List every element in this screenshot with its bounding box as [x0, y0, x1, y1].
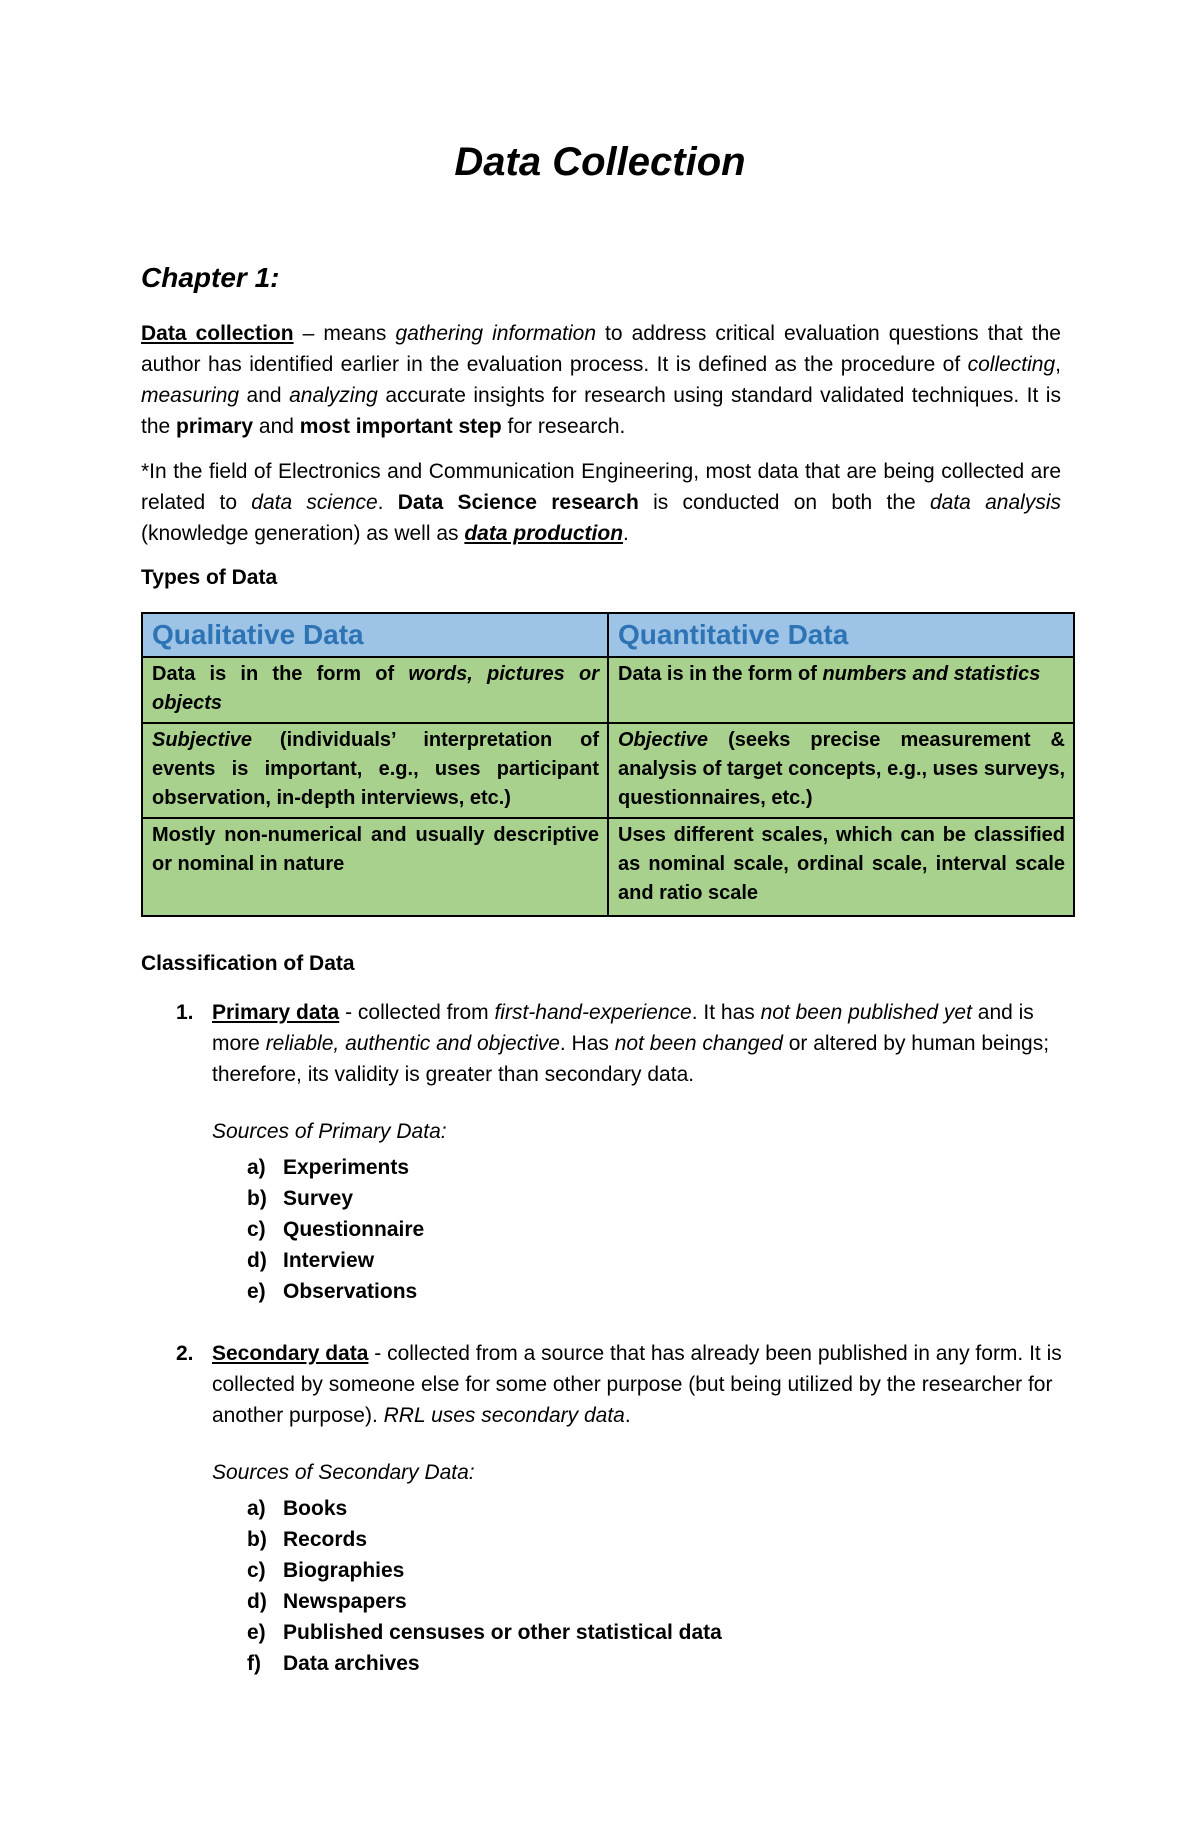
- text-run: – means: [293, 322, 396, 345]
- list-letter: a): [247, 1497, 266, 1520]
- chapter-heading: Chapter 1:: [141, 262, 280, 293]
- list-item: [247, 1617, 722, 1648]
- text-run: .: [623, 522, 629, 545]
- definition-paragraph: [141, 318, 1061, 442]
- list-letter: d): [247, 1590, 267, 1613]
- table-row: [142, 657, 1074, 723]
- classification-heading: Classification of Data: [141, 952, 355, 975]
- text-run: and: [239, 384, 290, 407]
- text-run: and is more: [212, 1001, 1034, 1055]
- list-item: [247, 1245, 424, 1276]
- text-run: analyzing: [289, 384, 378, 407]
- text-run: Subjective: [152, 729, 253, 751]
- list-item: [247, 1152, 424, 1183]
- table-cell: Uses different scales, which can be classified as nominal scale, ordinal scale, interval scale and ratio scale: [608, 818, 1074, 916]
- types-of-data-heading: Types of Data: [141, 566, 278, 589]
- text-run: gathering information: [395, 322, 596, 345]
- page-title: Data Collection: [454, 140, 746, 184]
- list-item-text: Questionnaire: [283, 1218, 425, 1241]
- text-run: most important step: [299, 415, 502, 438]
- text-run: *In the field of Electronics and Communication Engineering, most data that are being collected are related to: [141, 460, 1061, 514]
- list-item-text: Records: [283, 1528, 368, 1551]
- text-run: not been published yet: [760, 1001, 972, 1024]
- term-secondary-data: Secondary data: [212, 1342, 369, 1365]
- list-item: [247, 1648, 722, 1679]
- text-run: ,: [1055, 353, 1061, 376]
- text-run: reliable, authentic and objective: [265, 1032, 560, 1055]
- text-run: (individuals’ interpretation of events is important, e.g., uses participant observation, in-depth interviews, etc.): [152, 729, 599, 809]
- list-letter: a): [247, 1156, 266, 1179]
- secondary-sources-list: [247, 1493, 722, 1679]
- list-item: [247, 1555, 722, 1586]
- list-item: [247, 1183, 424, 1214]
- list-letter: b): [247, 1528, 267, 1551]
- text-run: Data is in the form of: [618, 663, 823, 685]
- list-item-text: Biographies: [283, 1559, 405, 1582]
- table-cell: [142, 657, 608, 723]
- text-run: and: [253, 415, 300, 438]
- text-run: first-hand-experience: [494, 1001, 692, 1024]
- list-letter: f): [247, 1652, 261, 1675]
- text-run: is conducted on both the: [638, 491, 930, 514]
- list-item: [247, 1276, 424, 1307]
- secondary-sources-label: Sources of Secondary Data:: [212, 1461, 475, 1484]
- list-letter: d): [247, 1249, 267, 1272]
- list-item-text: Newspapers: [283, 1590, 407, 1613]
- list-item: [247, 1493, 722, 1524]
- text-run: .: [624, 1404, 631, 1427]
- text-run: not been changed: [614, 1032, 783, 1055]
- primary-sources-label: Sources of Primary Data:: [212, 1120, 447, 1143]
- list-item-text: Interview: [283, 1249, 375, 1272]
- table-row: [142, 818, 1074, 916]
- list-item-text: Survey: [283, 1187, 354, 1210]
- table-cell: [608, 657, 1074, 723]
- list-item-text: Published censuses or other statistical data: [283, 1621, 722, 1644]
- text-run: data science: [251, 491, 378, 514]
- primary-sources-list: [247, 1152, 424, 1307]
- list-item: [247, 1214, 424, 1245]
- list-number: 2.: [176, 1342, 194, 1365]
- text-run: .: [377, 491, 398, 514]
- text-run: collecting: [967, 353, 1056, 376]
- list-item-text: Data archives: [283, 1652, 420, 1675]
- text-run: (seeks precise measurement & analysis of target concepts, e.g., uses surveys, questionnaires, etc.): [618, 729, 1065, 809]
- text-run: Data Science research: [397, 491, 639, 514]
- text-run: . Has: [559, 1032, 615, 1055]
- ece-note-paragraph: [141, 456, 1061, 549]
- list-item-text: Experiments: [283, 1156, 410, 1179]
- text-run: primary: [176, 415, 254, 438]
- primary-data-text: [212, 997, 1066, 1090]
- list-item: [247, 1524, 722, 1555]
- term-primary-data: Primary data: [212, 1001, 340, 1024]
- table-cell: Mostly non-numerical and usually descriptive or nominal in nature: [142, 818, 608, 916]
- text-run: for research.: [501, 415, 626, 438]
- list-letter: c): [247, 1559, 266, 1582]
- list-letter: c): [247, 1218, 266, 1241]
- text-run: accurate insights for research using standard validated techniques. It is the: [141, 384, 1061, 438]
- text-run: RRL uses secondary data: [383, 1404, 625, 1427]
- list-item-text: Books: [283, 1497, 348, 1520]
- types-of-data-table: [141, 612, 1075, 917]
- list-letter: e): [247, 1621, 266, 1644]
- list-letter: b): [247, 1187, 267, 1210]
- table-row: [142, 723, 1074, 818]
- text-run: Data is in the form of: [152, 663, 409, 685]
- text-run: to address critical evaluation questions that the author has identified earlier in the evaluation process. It is defined as the procedure of: [141, 322, 1061, 376]
- secondary-data-item: [176, 1338, 1066, 1431]
- secondary-data-text: [212, 1338, 1066, 1431]
- text-run: data production: [464, 522, 624, 545]
- text-run: numbers and statistics: [822, 663, 1041, 685]
- list-letter: e): [247, 1280, 266, 1303]
- text-run: data analysis: [929, 491, 1061, 514]
- qualitative-header: Qualitative Data: [142, 613, 608, 657]
- text-run: Objective: [618, 729, 709, 751]
- table-cell: [608, 723, 1074, 818]
- table-cell: [142, 723, 608, 818]
- text-run: - collected from: [339, 1001, 495, 1024]
- text-run: words, pictures or objects: [152, 663, 600, 714]
- text-run: measuring: [141, 384, 240, 407]
- term-data-collection: Data collection: [141, 322, 294, 345]
- list-number: 1.: [176, 1001, 194, 1024]
- text-run: - collected from a source that has already been published in any form. It is collected by someone else for some other purpose (but being utilized by the researcher for another purpose).: [212, 1342, 1062, 1427]
- quantitative-header: Quantitative Data: [608, 613, 1074, 657]
- text-run: (knowledge generation) as well as: [141, 522, 465, 545]
- text-run: or altered by human beings; therefore, its validity is greater than secondary data.: [212, 1032, 1050, 1086]
- primary-data-item: [176, 997, 1066, 1090]
- list-item: [247, 1586, 722, 1617]
- text-run: . It has: [691, 1001, 761, 1024]
- list-item-text: Observations: [283, 1280, 418, 1303]
- table-header-row: [142, 613, 1074, 657]
